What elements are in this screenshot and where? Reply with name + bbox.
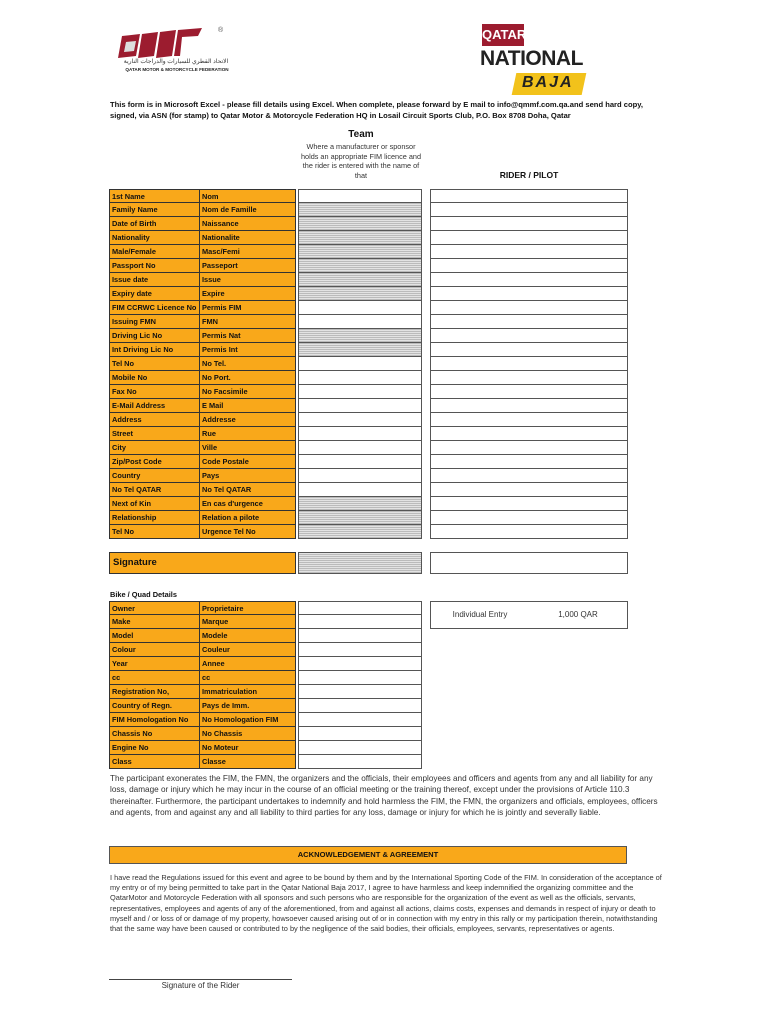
acknowledgement-text: I have read the Regulations issued for this event and agree to be bound by them and by the International Sporting Code of the FIM. In consideration of the acceptance of my entry or of my being permitted to take part in the Qatar National Baja 2017, I agree to have harmless and keep indemnified the organizing committee and the QatarMotor and Motorcycle Federation with all sponsors and such persons who are responsible for the organization of the event as well as the officials, servants, representatives, employees and agents of any of the aforementioned, from and against all actions, claims costs, expenses and demands in respect of injury or death to myself and / or loss of or damage of my property, howsoever caused arising out of or in connection with my entry in this rally or my participation therein, notwithstanding that the same way have been caused or contributed to by the negligence of the said bodies, their officials, employees, servants, representatives or agents. bbox=[110, 873, 662, 934]
team-field[interactable] bbox=[298, 343, 422, 357]
label-en: Address bbox=[109, 413, 199, 427]
bike-field[interactable] bbox=[298, 643, 422, 657]
team-field[interactable] bbox=[298, 301, 422, 315]
label-en: Country of Regn. bbox=[109, 699, 199, 713]
team-field[interactable] bbox=[298, 273, 422, 287]
label-fr: cc bbox=[199, 671, 296, 685]
label-en: Date of Birth bbox=[109, 217, 199, 231]
rider-field[interactable] bbox=[430, 315, 628, 329]
label-fr: En cas d'urgence bbox=[199, 497, 296, 511]
label-en: Expiry date bbox=[109, 287, 199, 301]
bike-field[interactable] bbox=[298, 727, 422, 741]
rider-field[interactable] bbox=[430, 343, 628, 357]
entry-type: Individual Entry bbox=[452, 610, 508, 619]
bike-field[interactable] bbox=[298, 741, 422, 755]
team-field[interactable] bbox=[298, 189, 422, 203]
label-fr: No Facsimile bbox=[199, 385, 296, 399]
label-en: E-Mail Address bbox=[109, 399, 199, 413]
label-en: Registration No, bbox=[109, 685, 199, 699]
label-fr: Pays bbox=[199, 469, 296, 483]
team-field[interactable] bbox=[298, 315, 422, 329]
label-fr: Modele bbox=[199, 629, 296, 643]
label-fr: Nom de Famille bbox=[199, 203, 296, 217]
label-en: Relationship bbox=[109, 511, 199, 525]
baja-logo-qatar: QATAR bbox=[482, 24, 524, 46]
label-fr: Pays de Imm. bbox=[199, 699, 296, 713]
rider-field[interactable] bbox=[430, 371, 628, 385]
label-en: Make bbox=[109, 615, 199, 629]
rider-field[interactable] bbox=[430, 203, 628, 217]
label-en: Chassis No bbox=[109, 727, 199, 741]
team-note: Where a manufacturer or sponsor holds an appropriate FIM licence and the rider is entered with the name of that bbox=[300, 142, 422, 180]
rider-field[interactable] bbox=[430, 413, 628, 427]
rider-field[interactable] bbox=[430, 357, 628, 371]
label-en: Issuing FMN bbox=[109, 315, 199, 329]
label-en: Zip/Post Code bbox=[109, 455, 199, 469]
label-fr: Rue bbox=[199, 427, 296, 441]
team-field[interactable] bbox=[298, 357, 422, 371]
label-en: FIM Homologation No bbox=[109, 713, 199, 727]
team-column bbox=[298, 189, 422, 539]
entry-fee-box bbox=[430, 601, 628, 629]
label-fr: Permis Nat bbox=[199, 329, 296, 343]
baja-logo-baja: BAJA bbox=[522, 74, 574, 91]
label-fr: Marque bbox=[199, 615, 296, 629]
label-en: Owner bbox=[109, 601, 199, 615]
team-heading: Team bbox=[348, 129, 374, 140]
label-fr: Permis Int bbox=[199, 343, 296, 357]
label-fr: Annee bbox=[199, 657, 296, 671]
rider-field[interactable] bbox=[430, 189, 628, 203]
team-field[interactable] bbox=[298, 399, 422, 413]
label-en: Colour bbox=[109, 643, 199, 657]
label-en: Mobile No bbox=[109, 371, 199, 385]
label-fr: Proprietaire bbox=[199, 601, 296, 615]
label-fr: No Port. bbox=[199, 371, 296, 385]
label-en: City bbox=[109, 441, 199, 455]
label-fr: Masc/Femi bbox=[199, 245, 296, 259]
signature-label: Signature bbox=[109, 552, 296, 574]
team-field[interactable] bbox=[298, 455, 422, 469]
rider-signature-field[interactable] bbox=[430, 552, 628, 574]
label-fr: Expire bbox=[199, 287, 296, 301]
label-en: Driving Lic No bbox=[109, 329, 199, 343]
label-fr: Addresse bbox=[199, 413, 296, 427]
label-en: Nationality bbox=[109, 231, 199, 245]
team-field[interactable] bbox=[298, 329, 422, 343]
rider-field[interactable] bbox=[430, 217, 628, 231]
bike-field[interactable] bbox=[298, 601, 422, 615]
label-en: Tel No bbox=[109, 525, 199, 539]
label-en: Street bbox=[109, 427, 199, 441]
label-en: Fax No bbox=[109, 385, 199, 399]
liability-disclaimer: The participant exonerates the FIM, the FMN, the organizers and the officials, their employees and officers and agents from any and all liability for any loss, damage or injury which he may incur in the course of an official meeting or the training thereof, except under the provisions of Article 110.3 thereinafter. Furthermore, the participant undertakes to indemnify and hold harmless the FIM, the FMN, the organizers and officials, employees, officers and agents, from and against any and all liability to third parties for any loss, damage or injury for which he is jointly and severally liable. bbox=[110, 774, 658, 818]
team-field[interactable] bbox=[298, 511, 422, 525]
label-fr: Urgence Tel No bbox=[199, 525, 296, 539]
label-fr: Code Postale bbox=[199, 455, 296, 469]
label-en: Next of Kin bbox=[109, 497, 199, 511]
label-en: cc bbox=[109, 671, 199, 685]
team-field[interactable] bbox=[298, 245, 422, 259]
team-field[interactable] bbox=[298, 483, 422, 497]
label-fr: Naissance bbox=[199, 217, 296, 231]
label-fr: FMN bbox=[199, 315, 296, 329]
team-field[interactable] bbox=[298, 413, 422, 427]
label-en: Int Driving Lic No bbox=[109, 343, 199, 357]
rider-heading: RIDER / PILOT bbox=[499, 170, 559, 180]
qmmf-arabic-text: الاتحاد القطري للسيارات والدراجات النارية bbox=[123, 59, 229, 65]
label-en: Class bbox=[109, 755, 199, 769]
team-field[interactable] bbox=[298, 469, 422, 483]
rider-field[interactable] bbox=[430, 329, 628, 343]
label-fr: Ville bbox=[199, 441, 296, 455]
label-en: Tel No bbox=[109, 357, 199, 371]
rider-field[interactable] bbox=[430, 455, 628, 469]
bike-field[interactable] bbox=[298, 713, 422, 727]
team-field[interactable] bbox=[298, 259, 422, 273]
label-fr: No Tel QATAR bbox=[199, 483, 296, 497]
label-en: Country bbox=[109, 469, 199, 483]
team-field[interactable] bbox=[298, 525, 422, 539]
label-en: FIM CCRWC Licence No bbox=[109, 301, 199, 315]
team-field[interactable] bbox=[298, 371, 422, 385]
team-field[interactable] bbox=[298, 203, 422, 217]
team-field[interactable] bbox=[298, 441, 422, 455]
rider-field[interactable] bbox=[430, 483, 628, 497]
label-fr: No Homologation FIM bbox=[199, 713, 296, 727]
team-field[interactable] bbox=[298, 385, 422, 399]
rider-field[interactable] bbox=[430, 301, 628, 315]
qatar-national-baja-logo bbox=[470, 22, 588, 100]
label-en: Issue date bbox=[109, 273, 199, 287]
bike-field[interactable] bbox=[298, 657, 422, 671]
qmmf-logo bbox=[118, 22, 236, 78]
team-field[interactable] bbox=[298, 427, 422, 441]
bike-field[interactable] bbox=[298, 671, 422, 685]
svg-text:®: ® bbox=[218, 27, 224, 34]
bike-field[interactable] bbox=[298, 629, 422, 643]
rider-field[interactable] bbox=[430, 497, 628, 511]
bike-field[interactable] bbox=[298, 699, 422, 713]
label-fr: Passeport bbox=[199, 259, 296, 273]
team-field[interactable] bbox=[298, 287, 422, 301]
rider-column bbox=[430, 189, 628, 539]
acknowledgement-heading: ACKNOWLEDGEMENT & AGREEMENT bbox=[109, 846, 627, 864]
label-fr: Permis FIM bbox=[199, 301, 296, 315]
team-field[interactable] bbox=[298, 497, 422, 511]
rider-field[interactable] bbox=[430, 511, 628, 525]
bike-column bbox=[298, 601, 422, 769]
rider-field[interactable] bbox=[430, 231, 628, 245]
rider-field[interactable] bbox=[430, 399, 628, 413]
label-en: Year bbox=[109, 657, 199, 671]
label-fr: Couleur bbox=[199, 643, 296, 657]
baja-logo-national: NATIONAL bbox=[480, 47, 583, 70]
label-en: 1st Name bbox=[109, 189, 199, 203]
bike-labels bbox=[109, 601, 296, 769]
rider-field[interactable] bbox=[430, 441, 628, 455]
rider-field[interactable] bbox=[430, 287, 628, 301]
label-en: Engine No bbox=[109, 741, 199, 755]
label-fr: No Tel. bbox=[199, 357, 296, 371]
label-fr: Relation a pilote bbox=[199, 511, 296, 525]
team-signature-field[interactable] bbox=[298, 552, 422, 574]
bike-field[interactable] bbox=[298, 755, 422, 769]
rider-field[interactable] bbox=[430, 259, 628, 273]
label-fr: No Chassis bbox=[199, 727, 296, 741]
rider-field[interactable] bbox=[430, 469, 628, 483]
signature-line[interactable] bbox=[109, 979, 292, 980]
label-fr: No Moteur bbox=[199, 741, 296, 755]
rider-field[interactable] bbox=[430, 245, 628, 259]
rider-field[interactable] bbox=[430, 273, 628, 287]
label-fr: Nom bbox=[199, 189, 296, 203]
rider-labels bbox=[109, 189, 296, 539]
rider-field[interactable] bbox=[430, 385, 628, 399]
label-en: Model bbox=[109, 629, 199, 643]
intro-instructions: This form is in Microsoft Excel - please fill details using Excel. When complete, please forward by E mail to info@qmmf.com.qa.and send hard copy, signed, via ASN (for stamp) to Qatar Motor & Motorcycle Federation HQ in Losail Circuit Sports Club, P.O. Box 8708 Doha, Qatar bbox=[110, 100, 644, 120]
rider-field[interactable] bbox=[430, 427, 628, 441]
label-en: Family Name bbox=[109, 203, 199, 217]
label-fr: Nationalite bbox=[199, 231, 296, 245]
bike-details-title: Bike / Quad Details bbox=[110, 590, 177, 599]
label-fr: Immatriculation bbox=[199, 685, 296, 699]
team-field[interactable] bbox=[298, 217, 422, 231]
bike-field[interactable] bbox=[298, 685, 422, 699]
bike-field[interactable] bbox=[298, 615, 422, 629]
label-fr: Classe bbox=[199, 755, 296, 769]
signature-of-rider-label: Signature of the Rider bbox=[161, 981, 240, 990]
label-en: Passport No bbox=[109, 259, 199, 273]
qmmf-subtitle: QATAR MOTOR & MOTORCYCLE FEDERATION bbox=[125, 67, 229, 72]
entry-fee: 1,000 QAR bbox=[558, 610, 598, 619]
label-fr: Issue bbox=[199, 273, 296, 287]
label-en: Male/Female bbox=[109, 245, 199, 259]
team-field[interactable] bbox=[298, 231, 422, 245]
label-en: No Tel QATAR bbox=[109, 483, 199, 497]
rider-field[interactable] bbox=[430, 525, 628, 539]
label-fr: E Mail bbox=[199, 399, 296, 413]
